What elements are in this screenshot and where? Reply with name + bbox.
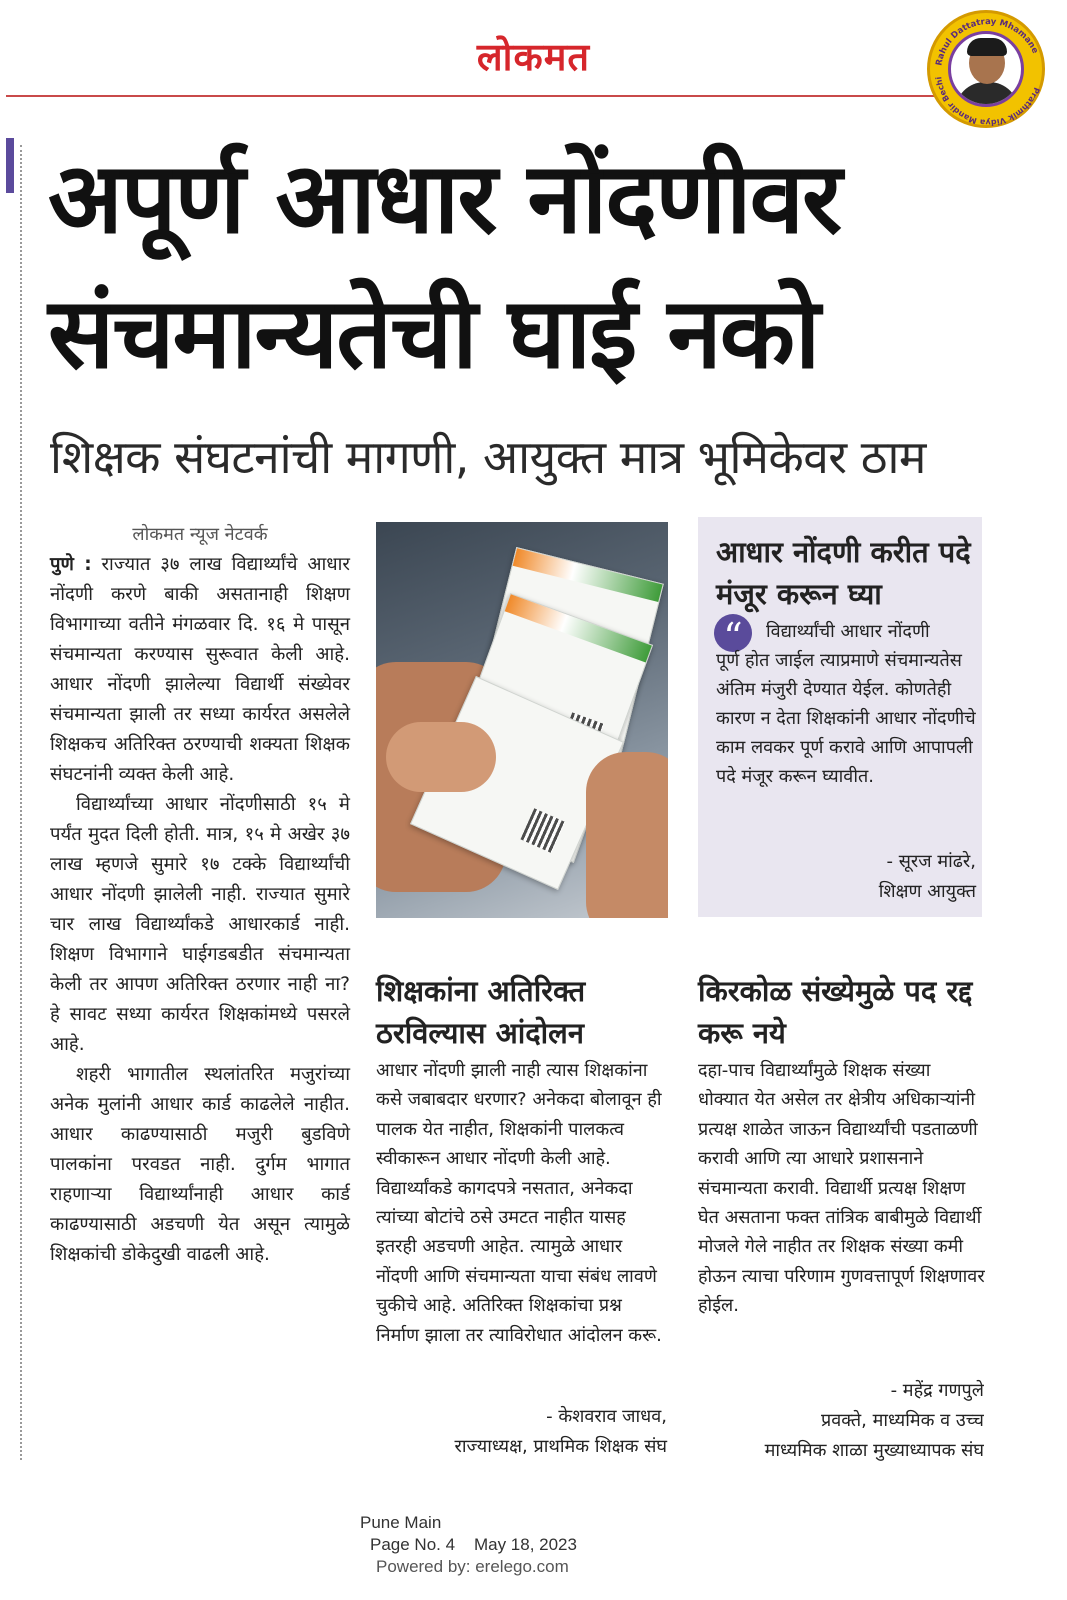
quote-body: पूर्ण होत जाईल त्याप्रमाणे संचमान्यतेस अंतिम मंजुरी देण्यात येईल. कोणतेही कारण न देता शिक्षकांनी आधार नोंदणीचे काम लवकर पूर्ण करावे आणि आपापली पदे मंजूर करून घ्यावीत. bbox=[716, 650, 976, 787]
main-story-column bbox=[50, 520, 350, 1270]
quote-box-text bbox=[716, 617, 978, 791]
quote-box-title: आधार नोंदणी करीत पदे मंजूर करून घ्या bbox=[716, 535, 971, 611]
middle-section-title: शिक्षकांना अतिरिक्त ठरविल्यास आंदोलन bbox=[376, 974, 586, 1050]
masthead-logo: लोकमत bbox=[476, 35, 591, 79]
right-sig-name: - महेंद्र गणपुले bbox=[890, 1380, 984, 1401]
story-paragraph-1 bbox=[50, 550, 350, 790]
right-sig-title-2: माध्यमिक शाळा मुख्याध्यापक संघ bbox=[764, 1440, 984, 1461]
subheadline: शिक्षक संघटनांची मागणी, आयुक्त मात्र भूमिकेवर ठाम bbox=[50, 430, 926, 484]
middle-section-signature bbox=[454, 1402, 667, 1462]
right-sig-title-1: प्रवक्ते, माध्यमिक व उच्च bbox=[820, 1410, 984, 1431]
badge-school: Prathmik Vidya Mandir Bechi bbox=[934, 76, 1042, 128]
masthead-rule bbox=[6, 95, 1036, 97]
margin-marker bbox=[6, 138, 14, 193]
story-paragraph-2: विद्यार्थ्यांच्या आधार नोंदणीसाठी १५ मे पर्यंत मुदत दिली होती. मात्र, १५ मे अखेर ३७ लाख म्हणजे सुमारे १७ टक्के विद्यार्थ्यांची आधार नोंदणी झालेली नाही. राज्यात सुमारे चार लाख विद्यार्थ्यांकडे आधारकार्ड नाही. शिक्षण विभागाने घाईगडबडीत संचमान्यता केली तर आपण अतिरिक्त ठरणार नाही ना? हे सावट सध्या कार्यरत शिक्षकांमध्ये पसरले आहे. bbox=[50, 794, 350, 1055]
badge-name: Rahul Dattatray Mhamane bbox=[934, 16, 1040, 67]
right-section-body: दहा-पाच विद्यार्थ्यांमुळे शिक्षक संख्या धोक्यात येत असेल तर क्षेत्रीय अधिकाऱ्यांनी प्रत्यक्ष शाळेत जाऊन विद्यार्थ्यांची पडताळणी करावी आणि त्या आधारे प्रशासनाने संचमान्यता करावी. विद्यार्थी प्रत्यक्ष शिक्षण घेत असताना फक्त तांत्रिक बाबीमुळे विद्यार्थी मोजले गेले नाहीत तर शिक्षक संख्या कमी होऊन त्याचा परिणाम गुणवत्तापूर्ण शिक्षणावर होईल. bbox=[698, 1060, 985, 1317]
quote-box bbox=[698, 517, 982, 917]
footer-edition: Pune Main bbox=[360, 1513, 442, 1532]
page-footer bbox=[360, 1512, 577, 1578]
svg-text:Rahul Dattatray Mhamane bbox=[934, 17, 1040, 67]
quote-signature bbox=[879, 847, 976, 907]
right-section-title: किरकोळ संख्येमुळे पद रद्द करू नये bbox=[698, 974, 973, 1050]
quote-sig-name: - सूरज मांढरे, bbox=[886, 851, 976, 872]
badge-ring-text bbox=[930, 13, 1048, 131]
quote-first-line: विद्यार्थ्यांची आधार नोंदणी bbox=[766, 621, 930, 642]
footer-page-date: Page No. 4 May 18, 2023 bbox=[370, 1535, 577, 1554]
profile-badge bbox=[927, 10, 1045, 128]
margin-dotted-line bbox=[20, 145, 22, 1460]
story-paragraph-3: शहरी भागातील स्थलांतरित मजुरांच्या अनेक मुलांनी आधार कार्ड काढलेले नाहीत. आधार काढण्यासाठी मजुरी बुडविणे पालकांना परवडत नाही. दुर्गम भागात राहणाऱ्या विद्यार्थ्यांनाही आधार कार्ड काढण्यासाठी अडचणी येत असून त्यामुळे शिक्षकांची डोकेदुखी वाढली आहे. bbox=[50, 1064, 350, 1265]
headline-line-2: संचमान्यतेची घाई नको bbox=[48, 277, 819, 391]
headline-line-1: अपूर्ण आधार नोंदणीवर bbox=[48, 142, 841, 256]
quote-sig-title: शिक्षण आयुक्त bbox=[878, 881, 976, 902]
dateline: पुणे : bbox=[50, 554, 92, 575]
footer-powered-by: Powered by: erelego.com bbox=[376, 1557, 569, 1576]
middle-sig-name: - केशवराव जाधव, bbox=[546, 1406, 667, 1427]
quote-icon: “ bbox=[714, 614, 752, 652]
right-section-signature bbox=[700, 1376, 984, 1466]
story-paragraph-1-text: राज्यात ३७ लाख विद्यार्थ्यांचे आधार नोंदणी करणे बाकी असतानाही शिक्षण विभागाच्या वतीने मंगळवार दि. १६ मे पासून संचमान्यता करण्यास सुरूवात केली आहे. आधार नोंदणी झालेल्या विद्यार्थी संख्येवर संचमान्यता झाली तर सध्या कार्यरत असलेले शिक्षकच अतिरिक्त ठरण्याची शक्यता शिक्षक संघटनांनी व्यक्त केली आहे. bbox=[50, 554, 350, 785]
aadhaar-cards-photo bbox=[376, 522, 668, 918]
middle-section-body: आधार नोंदणी झाली नाही त्यास शिक्षकांना कसे जबाबदार धरणार? अनेकदा बोलावून ही पालक येत नाहीत, शिक्षकांनी पालकत्व स्वीकारून आधार नोंदणी केली आहे. विद्यार्थ्यांकडे कागदपत्रे नसतात, अनेकदा त्यांच्या बोटांचे ठसे उमटत नाहीत यासह इतरही अडचणी आहेत. त्यामुळे आधार नोंदणी आणि संचमान्यता याचा संबंध लावणे चुकीचे आहे. अतिरिक्त शिक्षकांचा प्रश्न निर्माण झाला तर त्याविरोधात आंदोलन करू. bbox=[376, 1060, 662, 1346]
byline: लोकमत न्यूज नेटवर्क bbox=[132, 524, 268, 545]
middle-sig-title: राज्याध्यक्ष, प्राथमिक शिक्षक संघ bbox=[454, 1436, 667, 1457]
svg-text:Prathmik Vidya Mandir Bechi bbox=[934, 76, 1041, 127]
